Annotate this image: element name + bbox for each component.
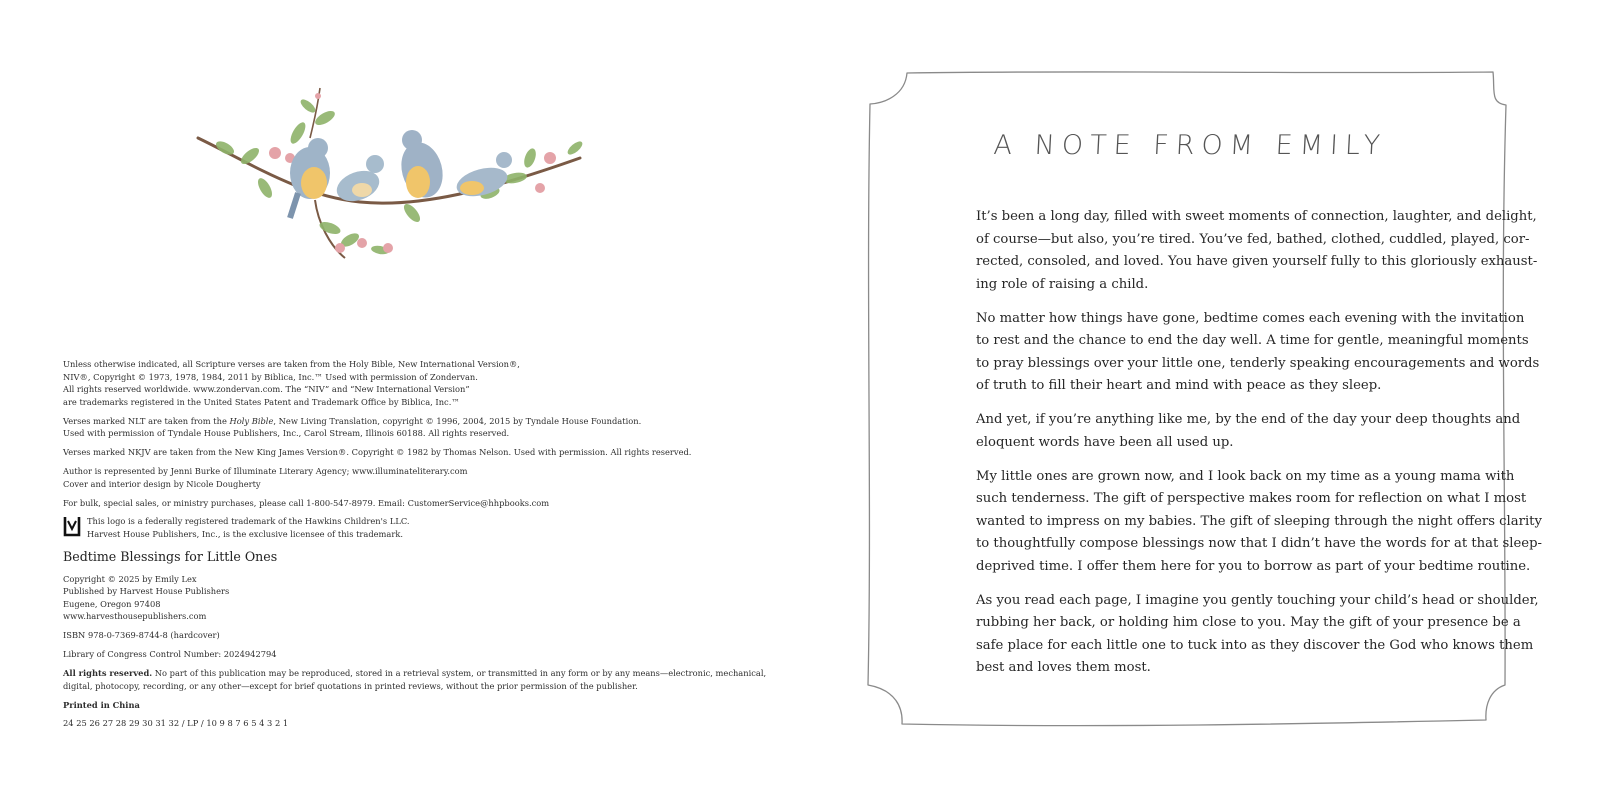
loc-number: Library of Congress Control Number: 2024942794 xyxy=(63,649,277,660)
credits: Author is represented by Jenni Burke of Illuminate Literary Agency; www.illuminateliterary.com Cover and interior design by Nicole Dougherty xyxy=(63,466,468,489)
rights-notice: All rights reserved. No part of this publication may be reproduced, stored in a retrieval system, or transmitted in any form or by any means—electronic, mechanical, digital, photocopy, recording, or any other—except for brief quotations in printed reviews, without the prior permission of the publisher. xyxy=(63,668,767,691)
paragraph: It’s been a long day, filled with sweet moments of connection, laughter, and delight, of course—but also, you’re tired. You’ve fed, bathed, clothed, cuddled, played, cor- rected, consoled, and loved. You have given yourself fully to this gloriously exhaust- ing role of raising a child. xyxy=(976,209,1538,292)
scripture-notice: Unless otherwise indicated, all Scripture verses are taken from the Holy Bible, New International Version®, NIV®, Copyright © 1973, 1978, 1984, 2011 by Biblica, Inc.™ Used with permission of Zondervan. All rights reserved worldwide. www.zondervan.com. The “NIV” and “New International Version” are trademarks registered in the United States Patent and Trademark Office by Biblica, Inc.™ xyxy=(63,359,520,407)
isbn: ISBN 978-0-7369-8744-8 (hardcover) xyxy=(63,630,220,641)
harvest-house-logo xyxy=(63,515,81,537)
printed-in: Printed in China xyxy=(63,699,140,710)
publisher-logo-row: This logo is a federally registered trademark of the Hawkins Children's LLC. Harvest House Publishers, Inc., is the exclusive licensee of this trademark. xyxy=(63,515,753,540)
paragraph: No matter how things have gone, bedtime comes each evening with the invitation to rest and the chance to end the day well. A time for gentle, meaningful moments to pray blessings over your little one, tenderly speaking encouragements and words of truth to fill their heart and mind with peace as they sleep. xyxy=(976,310,1540,393)
bulk-sales-notice: For bulk, special sales, or ministry purchases, please call 1-800-547-8979. Email: CustomerService@hhpbooks.com xyxy=(63,497,550,508)
copyright-block xyxy=(63,358,767,736)
nlt-notice: Verses marked NLT are taken from the Holy Bible, New Living Translation, copyright © 1996, 2004, 2015 by Tyndale House Foundation. Used with permission of Tyndale House Publishers, Inc., Carol Stream, Illinois 60188. All rights reserved. xyxy=(63,415,642,439)
paragraph: As you read each page, I imagine you gently touching your child’s head or shoulder, rubbing her back, or holding him close to you. May the gift of your presence be a safe place for each little one to tuck into as they discover the God who knows them best and loves them most. xyxy=(976,592,1539,675)
paragraph: My little ones are grown now, and I look back on my time as a young mama with such tenderness. The gift of perspective makes room for reflection on what I most wanted to impress on my babies. The gift of sleeping through the night offers clarity to thoughtfully compose blessings now that I didn’t have the words for at that sleep- deprived time. I offer them here for you to borrow as part of your bedtime routine. xyxy=(976,468,1542,574)
birds-on-branch-illustration xyxy=(190,78,610,278)
page-title: A NOTE FROM EMILY xyxy=(992,130,1388,161)
print-line: 24 25 26 27 28 29 30 31 32 / LP / 10 9 8 7 6 5 4 3 2 1 xyxy=(63,718,289,729)
nkjv-notice: Verses marked NKJV are taken from the New King James Version®. Copyright © 1982 by Thomas Nelson. Used with permission. All rights reserved. xyxy=(63,447,692,458)
right-page xyxy=(800,0,1600,806)
paragraph: And yet, if you’re anything like me, by the end of the day your deep thoughts and eloquent words have been all used up. xyxy=(976,412,1521,450)
book-title: Bedtime Blessings for Little Ones xyxy=(63,548,278,564)
publisher-info: Copyright © 2025 by Emily Lex Published by Harvest House Publishers Eugene, Oregon 97408 www.harvesthousepublishers.com xyxy=(63,573,230,622)
note-body xyxy=(976,206,1542,691)
